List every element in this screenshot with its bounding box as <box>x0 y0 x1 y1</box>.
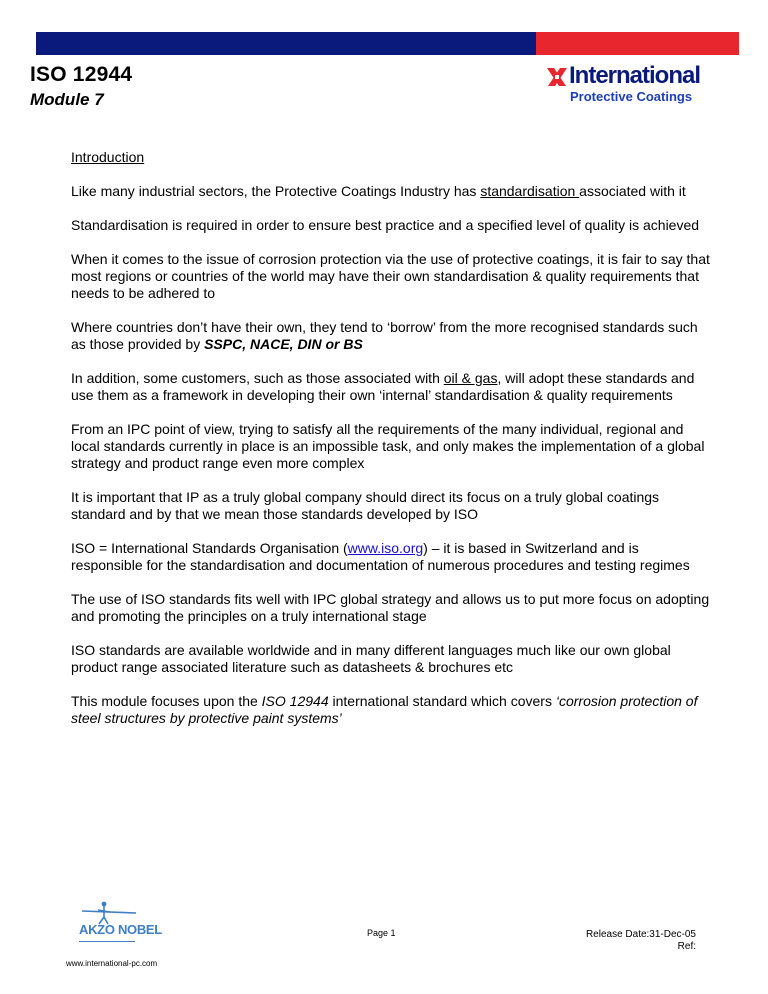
p11-standard-name: ISO 12944 <box>261 693 329 709</box>
akzo-nobel-logo <box>66 900 166 950</box>
p5-text-a: In addition, some customers, such as those associated with <box>71 370 444 386</box>
p11-text-a: This module focuses upon the <box>71 693 262 709</box>
international-logo <box>545 64 745 108</box>
paragraph-2: Standardisation is required in order to ensure best practice and a specified level of quality is achieved <box>71 217 700 233</box>
header-band-red <box>536 32 739 55</box>
p8-text-b: ) – it is based in Switzerland and is responsible for the standardisation and documentation of numerous procedures and testing regimes <box>71 540 690 573</box>
akzo-nobel-text: AKZO NOBEL <box>79 922 162 937</box>
paragraph-3: When it comes to the issue of corrosion protection via the use of protective coatings, it is fair to say that most regions or countries of the world may have their own standardisation & quality requirements that needs to be adhered to <box>71 251 710 301</box>
p1-text-b: associated with it <box>579 183 686 199</box>
paragraph-1 <box>71 183 711 200</box>
header-band-blue <box>36 32 536 55</box>
paragraph-9: The use of ISO standards fits well with IPC global strategy and allows us to put more focus on adopting and promoting the principles on a truly international stage <box>71 591 710 624</box>
reference: Ref: <box>677 941 696 952</box>
p8-text-a: ISO = International Standards Organisation ( <box>71 540 348 556</box>
paragraph-6: From an IPC point of view, trying to satisfy all the requirements of the many individual, regional and local standards currently in place is an impossible task, and only makes the implementation of a global strategy and product range even more complex <box>71 421 705 471</box>
release-info <box>586 929 696 953</box>
p4-text-a: Where countries don’t have their own, they tend to ‘borrow’ from the more recognised standards such as those provided by <box>71 319 698 352</box>
paragraph-11 <box>71 693 711 727</box>
paragraph-8 <box>71 540 711 574</box>
iso-website-link[interactable]: www.iso.org <box>347 540 424 556</box>
brand-tagline: Protective Coatings <box>570 89 693 104</box>
p5-text-b: , will adopt these standards and use them as a framework in developing their own ‘internal’ standardisation & quality requirements <box>71 370 695 403</box>
paragraph-4 <box>71 319 711 353</box>
paragraph-7: It is important that IP as a truly global company should direct its focus on a truly global coatings standard and by that we mean those standards developed by ISO <box>71 489 660 522</box>
international-x-logo-icon <box>545 66 569 88</box>
p11-standard-scope: ‘corrosion protection of steel structures by protective paint systems’ <box>71 693 698 726</box>
p11-text-b: international standard which covers <box>328 693 556 709</box>
document-subtitle: Module 7 <box>30 90 104 109</box>
release-date: Release Date:31-Dec-05 <box>585 929 696 940</box>
document-body <box>71 149 711 744</box>
paragraph-10: ISO standards are available worldwide and in many different languages much like our own global product range associated literature such as datasheets & brochures etc <box>71 642 671 675</box>
section-heading: Introduction <box>71 149 145 165</box>
p5-underlined-term: oil & gas <box>443 370 498 386</box>
page-number: Page 1 <box>367 928 396 938</box>
document-title: ISO 12944 <box>30 63 133 86</box>
paragraph-5 <box>71 370 711 404</box>
p4-standards-list: SSPC, NACE, DIN or BS <box>204 336 363 352</box>
akzo-nobel-rule <box>79 941 135 942</box>
p1-text-a: Like many industrial sectors, the Protective Coatings Industry has <box>71 183 481 199</box>
footer-url: www.international-pc.com <box>66 959 158 968</box>
p1-underlined-term: standardisation <box>480 183 580 199</box>
brand-name: International <box>569 62 701 89</box>
